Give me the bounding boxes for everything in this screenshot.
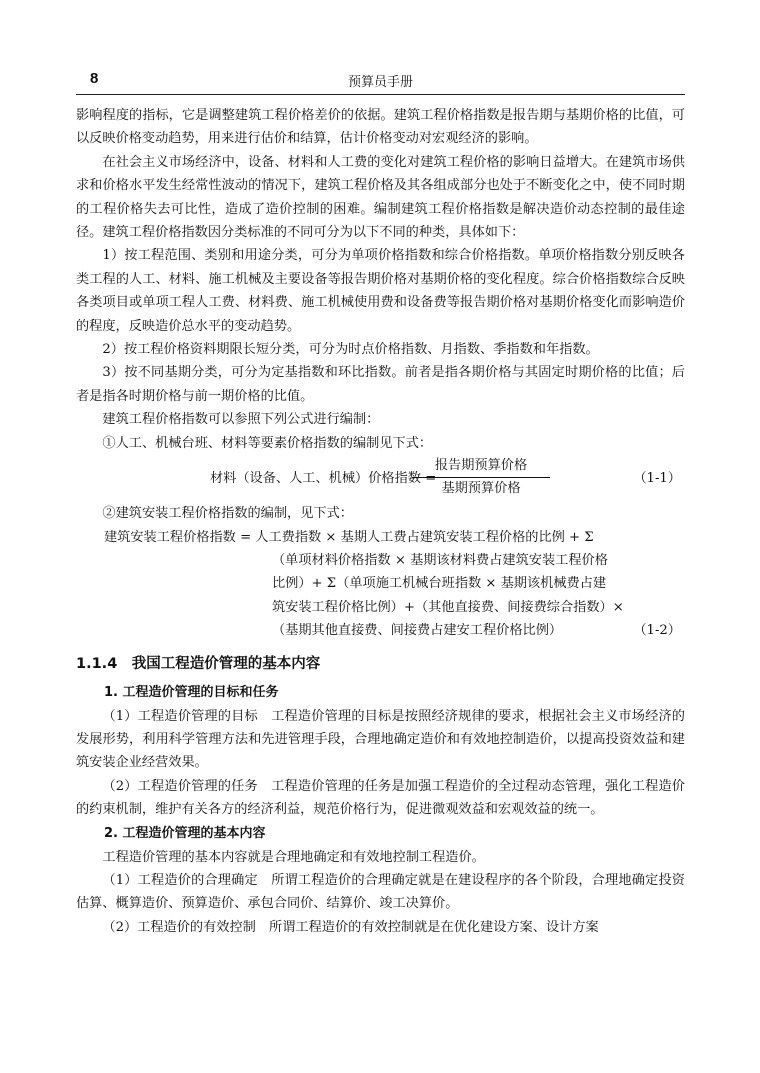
page-number: 8 — [90, 70, 99, 87]
subsection-heading: 2. 工程造价管理的基本内容 — [104, 825, 266, 841]
paragraph: ①人工、机械台班、材料等要素价格指数的编制见下式： — [102, 435, 433, 451]
formula-line: 建筑安装工程价格指数 = 人工费指数 × 基期人工费占建筑安装工程价格的比例 + Σ — [104, 529, 594, 545]
fraction-denominator: 基期预算价格 — [441, 481, 521, 497]
paragraph: 2）按工程价格资料期限长短分类，可分为时点价格指数、月指数、季指数和年指数。 — [102, 342, 599, 358]
paragraph: 建筑工程价格指数可以参照下列公式进行编制： — [102, 412, 380, 428]
fraction — [412, 455, 550, 500]
formula-1-1 — [76, 455, 685, 502]
paragraph: 影响程度的指标，它是调整建筑工程价格差价的依据。建筑工程价格指数是报告期与基期价格的比值，可以反映价格变动趋势，用来进行估价和结算，估计价格变动对宏观经济的影响。 — [76, 108, 685, 147]
subsection-heading: 1. 工程造价管理的目标和任务 — [104, 684, 279, 700]
equation-number: （1-1） — [633, 471, 681, 487]
paragraph: （2）工程造价管理的任务 工程造价管理的任务是加强工程造价的全过程动态管理，强化工程造价的约束机制，维护有关各方的经济利益，规范价格行为，促进微观效益和宏观效益的统一。 — [76, 778, 685, 818]
page-body — [76, 104, 685, 939]
equation-number: （1-2） — [633, 623, 681, 639]
formula-1-2 — [76, 526, 685, 643]
formula-line: 比例）+ Σ（单项施工机械台班指数 × 基期该机械费占建 — [272, 576, 607, 592]
paragraph: 工程造价管理的基本内容就是合理地确定和有效地控制工程造价。 — [102, 849, 485, 865]
paragraph: 3）按不同基期分类，可分为定基指数和环比指数。前者是指各期价格与其固定时期价格的比值；后者是指各时期价格与前一期价格的比值。 — [76, 365, 685, 404]
formula-line: （单项材料价格指数 × 基期该材料费占建筑安装工程价格 — [272, 552, 608, 568]
formula-label: 材料（设备、人工、机械）价格指数 = — [210, 471, 437, 487]
paragraph: （1）工程造价管理的目标 工程造价管理的目标是按照经济规律的要求，根据社会主义市场经济的发展形势，利用科学管理方法和先进管理手段，合理地确定造价和有效地控制造价，以提高投资效益和建筑安装企业经营效果。 — [76, 708, 685, 771]
paragraph: （2）工程造价的有效控制 所谓工程造价的有效控制就是在优化建设方案、设计方案 — [102, 919, 599, 935]
formula-line: 筑安装工程价格比例）+（其他直接费、间接费综合指数）× — [272, 599, 624, 615]
fraction-numerator: 报告期预算价格 — [412, 455, 550, 478]
formula-line — [76, 619, 685, 642]
page-header — [76, 66, 685, 95]
paragraph: （1）工程造价的合理确定 所谓工程造价的合理确定就是在建设程序的各个阶段，合理地确定投资估算、概算造价、预算造价、承包合同价、结算价、竣工决算价。 — [76, 872, 685, 912]
paragraph: 在社会主义市场经济中，设备、材料和人工费的变化对建筑工程价格的影响日益增大。在建筑市场供求和价格水平发生经常性波动的情况下，建筑工程价格及其各组成部分也处于不断变化之中，使不同时期的工程价格失去可比性，造成了造价控制的困难。编制建筑工程价格指数是解决造价动态控制的最佳途径。建筑工程价格指数因分类标准的不同可分为以下不同的种类，具体如下： — [76, 154, 685, 241]
formula-line-text: （基期其他直接费、间接费占建安工程价格比例） — [272, 623, 563, 639]
section-heading: 1.1.4 我国工程造价管理的基本内容 — [76, 655, 321, 672]
book-title: 预算员手册 — [347, 75, 413, 90]
paragraph: ②建筑安装工程价格指数的编制，见下式： — [102, 506, 353, 522]
paragraph: 1）按工程范围、类别和用途分类，可分为单项价格指数和综合价格指数。单项价格指数分别反映各类工程的人工、材料、施工机械及主要设备等报告期价格对基期价格的变化程度。综合价格指数综合反映各类项目或单项工程人工费、材料费、施工机械使用费和设备费等报告期价格对基期价格变化而影响造价的程度，反映造价总水平的变动趋势。 — [76, 248, 685, 334]
document-page — [76, 66, 685, 935]
